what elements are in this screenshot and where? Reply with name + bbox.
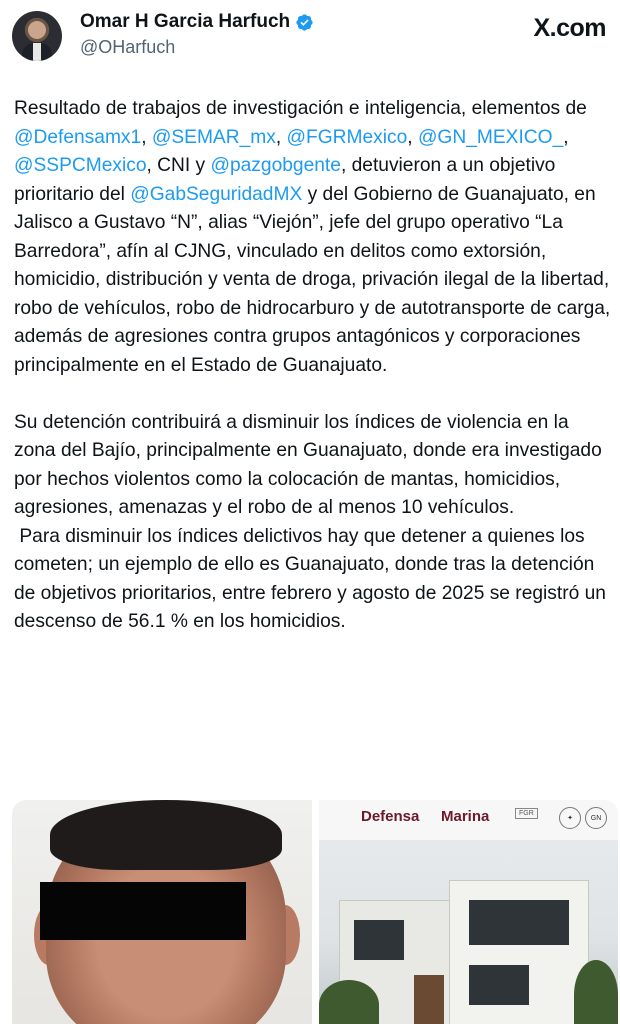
tweet-text-segment: , detuvieron a un objetivo prioritario del: [14, 155, 556, 205]
logo-defensa: Defensa: [361, 808, 420, 825]
mention-link[interactable]: @SSPCMexico: [14, 155, 147, 176]
x-logo[interactable]: X.com: [533, 14, 606, 42]
house-window: [469, 900, 569, 945]
censor-bar: [40, 882, 246, 940]
verified-badge-icon: [295, 13, 314, 32]
tweet-text-segment: Resultado de trabajos de investigación e inteligencia, elementos de: [14, 98, 587, 119]
logo-seal-icon: ✦: [559, 807, 581, 829]
house-door: [414, 975, 444, 1024]
author-name-row[interactable]: [80, 11, 314, 33]
logo-gn: GN: [585, 807, 607, 829]
media-photo-detainee[interactable]: [12, 800, 312, 1024]
photo-hair: [50, 800, 282, 870]
tweet-paragraph-3: Para disminuir los índices delictivos hay que detener a quienes los cometen; un ejemplo de ello es Guanajuato, donde tras la detención de objetivos prioritarios, entre febrero y agosto de 2025 se registró un descenso de 56.1 % en los homicidios.: [14, 525, 612, 632]
tweet-text-segment: y del Gobierno de Guanajuato, en Jalisco a Gustavo “N”, alias “Viejón”, jefe del grupo operativo “La Barredora”, afín al CJNG, vinculado en delitos como extorsión, homicidio, distribución y venta de droga, privación ilegal de la libertad, robo de vehículos, robo de hidrocarburo y de autotransporte de carga, además de agresiones contra grupos antagónicos y corporaciones principalmente en el Estado de Guanajuato.: [14, 183, 611, 376]
agency-logos-strip: [319, 800, 618, 840]
media-photo-house[interactable]: [319, 800, 618, 1024]
tweet-text-segment: ,: [407, 126, 418, 148]
mention-link[interactable]: @GabSeguridadMX: [130, 183, 303, 205]
mention-link[interactable]: @GN_MEXICO_: [417, 126, 564, 148]
mention-link[interactable]: @Defensamx1: [14, 126, 142, 148]
tweet-text-segment: ,: [563, 126, 569, 148]
mention-link[interactable]: @FGRMexico: [286, 126, 408, 148]
tweet-paragraph-1: [14, 95, 614, 380]
paragraph-gap: [14, 380, 614, 409]
tweet-text-segment: ,: [275, 126, 287, 148]
author-avatar[interactable]: [12, 11, 62, 61]
tweet-paragraph-2: Su detención contribuirá a disminuir los índices de violencia en la zona del Bajío, principalmente en Guanajuato, donde era investigado por hechos violentos como la colocación de mantas, homicidios, agresiones, amenazas y el robo de al menos 10 vehículos.: [14, 411, 602, 518]
author-name[interactable]: Omar H Garcia Harfuch: [80, 11, 291, 32]
house-window: [469, 965, 529, 1005]
mention-link[interactable]: @pazgobgente: [210, 155, 341, 176]
tweet-header: [0, 0, 620, 72]
author-handle[interactable]: @OHarfuch: [80, 37, 176, 57]
bush: [319, 980, 379, 1024]
tweet-text: [14, 95, 614, 637]
logo-fgr: FGR: [515, 808, 538, 819]
tweet-media[interactable]: [12, 800, 618, 1024]
house-window: [354, 920, 404, 960]
bush: [574, 960, 618, 1024]
tweet-text-segment: , CNI y: [146, 155, 211, 176]
mention-link[interactable]: @SEMAR_mx: [151, 126, 276, 148]
logo-marina: Marina: [441, 808, 490, 825]
tweet-text-segment: ,: [141, 126, 152, 148]
